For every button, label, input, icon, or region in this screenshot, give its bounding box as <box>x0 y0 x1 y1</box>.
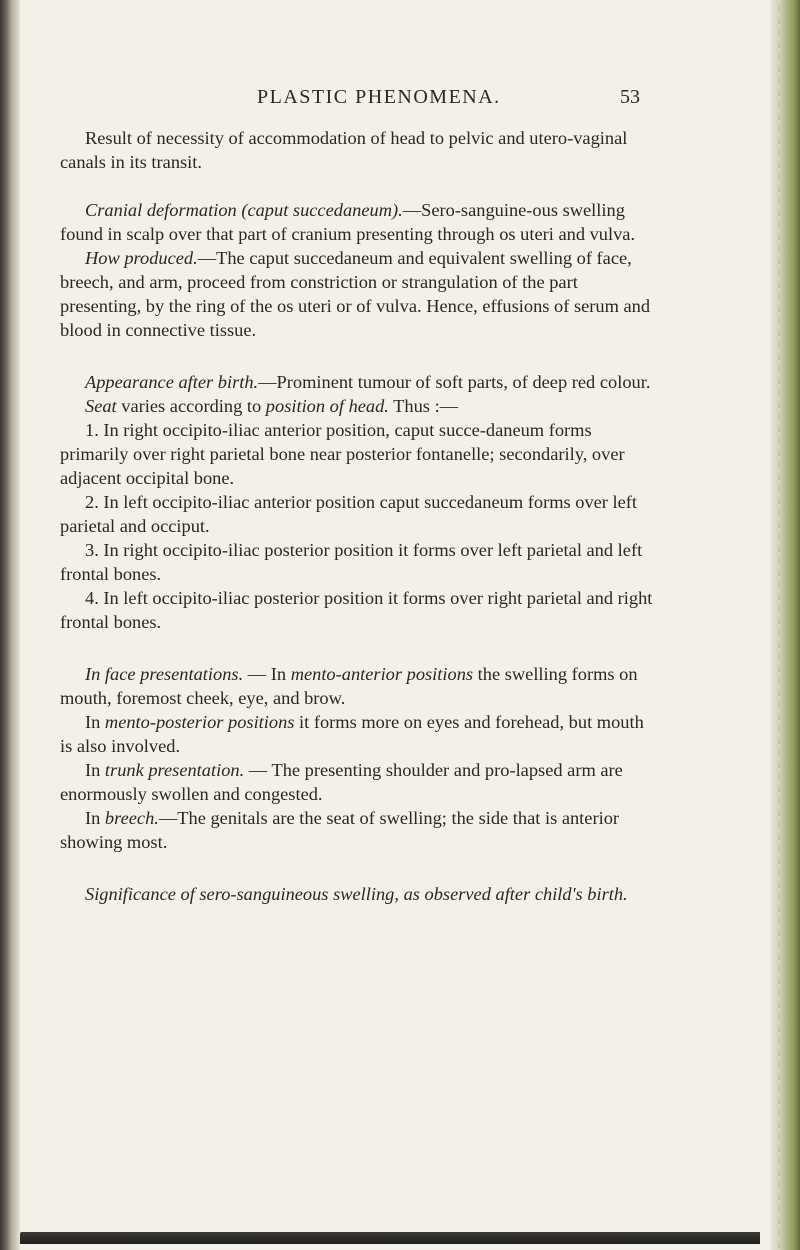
heading-appearance: Appearance after birth. <box>85 372 259 392</box>
paragraph-trunk-presentation <box>60 758 660 806</box>
text-mento-italic: mento-posterior positions <box>104 712 295 732</box>
text-how-produced: —The caput succedaneum and equivalent swelling of face, breech, and arm, proceed from constriction or strangulation of the part presenting, by the ring of the os uteri or of vulva. Hence, effusions of serum and blood in connective tissue. <box>60 248 651 340</box>
text-mento-prefix: In <box>85 712 105 732</box>
text-seat-italic: position of head. <box>265 396 389 416</box>
text-mento: it forms more on eyes and forehead, but mouth is also involved. <box>60 712 644 756</box>
page-stack-edge <box>770 0 800 1250</box>
page-spine-shadow <box>0 0 20 1250</box>
text-trunk-prefix: In <box>85 760 105 780</box>
text-face-dash: — In <box>243 664 291 684</box>
text-trunk: — The presenting shoulder and pro-lapsed arm are enormously swollen and congested. <box>60 760 623 804</box>
list-item: 4. In left occipito-iliac posterior position it forms over right parietal and right frontal bones. <box>60 588 653 632</box>
paragraph-significance: Significance of sero-sanguineous swelling, as observed after child's birth. <box>85 884 628 904</box>
text-face: the swelling forms on mouth, foremost cheek, eye, and brow. <box>60 664 638 708</box>
text-cranial-deformation: —Sero-sanguine-ous swelling found in scalp over that part of cranium presenting through os uteri and vulva. <box>60 200 636 244</box>
paragraph-seat <box>60 394 660 418</box>
text-seat-after: Thus :— <box>388 396 459 416</box>
text-breech-prefix: In <box>85 808 105 828</box>
text-seat-before: varies according to <box>116 396 266 416</box>
paragraph-mento-posterior <box>60 710 660 758</box>
page-body <box>60 126 660 906</box>
paragraph-appearance <box>60 370 660 394</box>
paragraph-face-presentations <box>60 662 660 710</box>
list-item: 1. In right occipito-iliac anterior position, caput succe-daneum forms primarily over right parietal bone near posterior fontanelle; secondarily, over adjacent occipital bone. <box>60 420 625 488</box>
text-appearance: —Prominent tumour of soft parts, of deep red colour. <box>258 372 651 392</box>
paragraph-how-produced <box>60 246 660 342</box>
heading-how-produced: How produced. <box>85 248 198 268</box>
text-breech-italic: breech. <box>104 808 159 828</box>
paragraph-cranial-deformation <box>60 198 660 246</box>
text-breech: —The genitals are the seat of swelling; the side that is anterior showing most. <box>60 808 620 852</box>
list-item: 3. In right occipito-iliac posterior position it forms over left parietal and left frontal bones. <box>60 540 643 584</box>
heading-seat: Seat <box>85 396 117 416</box>
paragraph-result: Result of necessity of accommodation of head to pelvic and utero-vaginal canals in its transit. <box>60 128 628 172</box>
running-head <box>0 86 800 110</box>
text-trunk-italic: trunk presentation. <box>104 760 245 780</box>
heading-cranial-deformation: Cranial deformation (caput succedaneum). <box>85 200 403 220</box>
paragraph-breech <box>60 806 660 854</box>
running-head-title: PLASTIC PHENOMENA. <box>257 86 501 108</box>
binding-strip <box>20 1232 760 1244</box>
list-item: 2. In left occipito-iliac anterior position caput succedaneum forms over left parietal and occiput. <box>60 492 638 536</box>
text-face-italic: mento-anterior positions <box>290 664 474 684</box>
page-number: 53 <box>620 86 640 108</box>
heading-face-presentations: In face presentations. <box>85 664 244 684</box>
